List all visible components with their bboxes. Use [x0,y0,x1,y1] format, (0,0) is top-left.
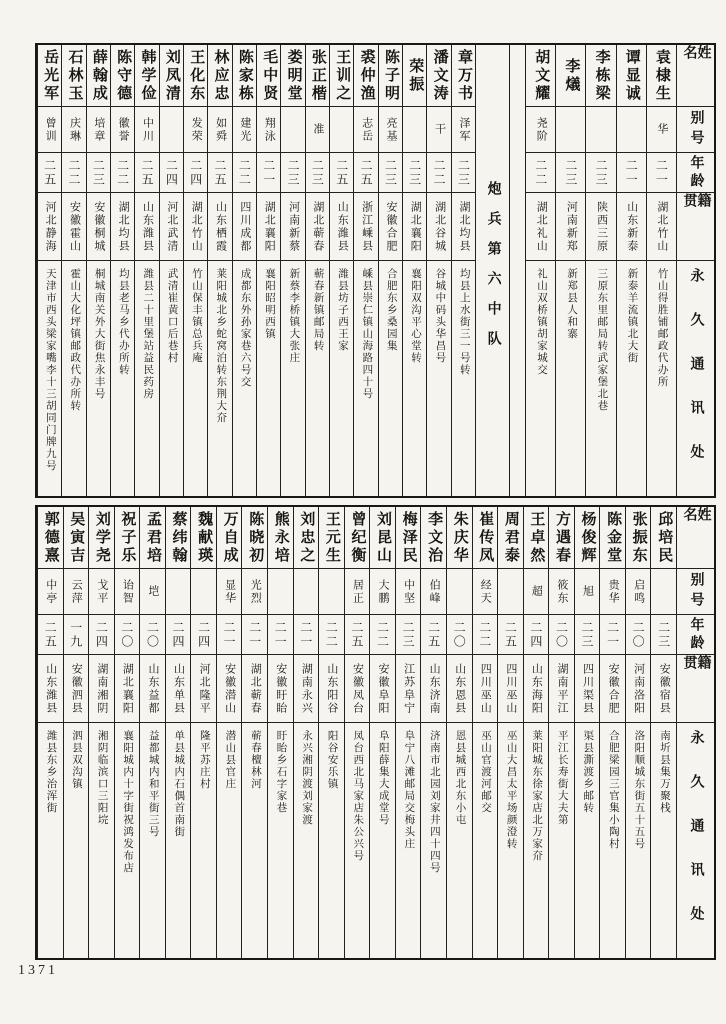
person-column [86,45,110,496]
person-column [555,45,585,496]
person-address: 竹山保丰镇总兵庵 [190,268,202,364]
person-byname: 庆琳 [68,116,81,143]
person-byname: 伯峰 [428,578,441,605]
person-address: 恩县城西北东小屯 [454,730,466,826]
person-name: 薛翰成 [90,48,107,103]
person-address: 竹山得胜铺邮政代办所 [656,268,668,388]
person-column [497,507,523,958]
person-address: 成都东外孙家巷六号交 [239,268,251,388]
person-age: 二〇 [631,620,646,649]
person-address: 渠县澌渡乡邮转 [582,730,594,814]
person-age: 二三 [456,158,471,187]
person-age: 二五 [359,158,374,187]
person-native-place: 安徽合肥 [384,200,397,253]
person-address: 合肥梁园三官集小陶村 [607,730,619,850]
person-age: 二一 [247,620,262,649]
person-name: 荣振 [407,57,424,94]
person-column [207,45,231,496]
person-native-place: 山东新泰 [625,200,638,253]
person-age: 二三 [310,158,325,187]
person-byname: 亮基 [384,116,397,143]
person-address: 霍山大化坪镇邮政代办所转 [69,268,81,412]
person-age: 二二 [115,158,130,187]
person-native-place: 湖北礼山 [535,200,548,253]
person-address: 礼山双桥镇胡家城交 [535,268,547,376]
person-column [646,45,676,496]
person-address: 襄阳城内十字街祝鸿发布店 [122,730,134,874]
person-name: 张振东 [630,510,647,565]
person-name: 谭显诚 [623,48,640,103]
person-column [280,45,304,496]
person-byname: 云萍 [70,578,83,605]
person-address: 桐城南关外大街焦永丰号 [93,268,105,400]
person-address: 新泰羊流镇北大街 [626,268,638,364]
person-address: 新郑县人和寨 [566,268,578,340]
person-byname: 显华 [223,578,236,605]
person-name: 胡文耀 [533,48,550,103]
person-byname: 经天 [479,578,492,605]
person-column [190,507,216,958]
unit-section-column [475,45,509,496]
person-age: 二三 [563,158,578,187]
person-name: 李文治 [426,510,443,565]
person-column [369,507,395,958]
person-name: 王训之 [334,48,351,103]
person-name: 刘忠之 [298,510,315,565]
person-native-place: 安徽合肥 [607,662,620,715]
person-address: 巫山官渡河邮交 [480,730,492,814]
person-column [256,45,280,496]
roster-table-top [35,43,716,498]
person-address: 天津市西头梁家嘴李十三胡同门牌九号 [44,268,56,472]
person-native-place: 湖南平江 [555,662,568,715]
person-address: 襄阳昭明西镇 [263,268,275,340]
person-age: 二〇 [119,620,134,649]
person-address: 莱阳城东徐家店北万家夼 [531,730,543,862]
person-name: 邱培民 [656,510,673,565]
person-age: 二一 [222,620,237,649]
person-age: 二〇 [554,620,569,649]
person-name: 林应忠 [212,48,229,103]
person-byname: 超 [530,585,543,598]
person-byname: 泽军 [457,116,470,143]
spacer-column [509,45,525,496]
person-age: 二五 [334,158,349,187]
column-header-age: 年龄 [688,616,704,653]
person-age: 二三 [91,158,106,187]
person-column [114,507,140,958]
unit-section-label: 炮兵第六中队 [485,180,501,361]
person-byname: 建光 [238,116,251,143]
person-address: 均县老马乡代办所转 [117,268,129,376]
person-column [63,507,89,958]
person-native-place: 湖北均县 [457,200,470,253]
person-age: 二五 [42,158,57,187]
person-address: 嵊县崇仁镇山海路四十号 [361,268,373,400]
person-age: 二四 [196,620,211,649]
person-age: 二三 [383,158,398,187]
person-byname: 大鹏 [377,578,390,605]
person-native-place: 湖北竹山 [655,200,668,253]
person-native-place: 湖北襄阳 [263,200,276,253]
person-address: 阳谷安乐镇 [326,730,338,790]
person-native-place: 山东单县 [172,662,185,715]
person-age: 二一 [605,620,620,649]
person-name: 祝子乐 [119,510,136,565]
person-name: 刘学尧 [93,510,110,565]
person-native-place: 湖南湘阴 [95,662,108,715]
person-name: 曾纪衡 [349,510,366,565]
person-native-place: 陕西三原 [595,200,608,253]
person-address: 襄阳双沟平心堂转 [410,268,422,364]
person-name: 孟君培 [144,510,161,565]
person-name: 周君泰 [502,510,519,565]
person-native-place: 湖南永兴 [300,662,313,715]
column-header-name: 姓名 [681,45,711,77]
person-native-place: 安徽盱眙 [274,662,287,715]
person-native-place: 山东潍县 [336,200,349,253]
person-native-place: 山东潍县 [141,200,154,253]
person-byname: 翔泳 [263,116,276,143]
column-header-byname: 别号 [688,571,704,612]
person-native-place: 江苏阜宁 [402,662,415,715]
person-age: 二二 [66,158,81,187]
person-column [616,45,646,496]
person-address: 单县城内石偶首南街 [173,730,185,838]
person-native-place: 河南新蔡 [287,200,300,253]
person-age: 二二 [432,158,447,187]
person-column [395,507,421,958]
person-byname: 贵华 [607,578,620,605]
person-native-place: 湖北襄阳 [409,200,422,253]
person-native-place: 湖北均县 [117,200,130,253]
person-column [446,507,472,958]
person-address: 蕲春檀林河 [249,730,261,790]
person-address: 潍县二十里堡站益民药房 [142,268,154,400]
person-native-place: 安徽潜山 [223,662,236,715]
person-address: 新蔡李桥镇大张庄 [288,268,300,364]
column-header-native-place: 籍贯 [681,193,711,227]
person-column [293,507,319,958]
person-name: 杨俊辉 [579,510,596,565]
person-age: 二一 [298,620,313,649]
person-byname: 徽誉 [117,116,130,143]
person-age: 二〇 [452,620,467,649]
table-header-column [676,45,714,496]
person-column [378,45,402,496]
person-address: 平江长寿街大夫第 [556,730,568,826]
person-address: 盱眙乡石字家巷 [275,730,287,814]
person-address: 泗县双沟镇 [71,730,83,790]
person-byname: 曾训 [44,116,57,143]
person-age: 二二 [324,620,339,649]
person-column [402,45,426,496]
person-age: 二五 [426,620,441,649]
person-column [110,45,134,496]
person-address: 南圻县集万聚栈 [658,730,670,814]
person-name: 刘凤清 [163,48,180,103]
person-age: 一九 [68,620,83,649]
person-name: 梅泽民 [400,510,417,565]
person-column [216,507,242,958]
person-column [134,45,158,496]
person-age: 二一 [261,158,276,187]
person-address: 永兴湘阴渡刘家渡 [301,730,313,826]
person-native-place: 湖北竹山 [190,200,203,253]
person-column [599,507,625,958]
person-byname: 准 [311,123,324,136]
person-native-place: 山东栖霞 [214,200,227,253]
person-address: 合肥东乡桑园集 [385,268,397,352]
column-header-address: 永久通讯处 [688,268,704,488]
person-age: 二三 [286,158,301,187]
person-column [159,45,183,496]
person-name: 陈家栋 [236,48,253,103]
person-name: 袁棣生 [653,48,670,103]
person-address: 三原东里邮局转武家堡北巷 [596,268,608,412]
person-byname: 诒智 [121,578,134,605]
person-native-place: 四川成都 [238,200,251,253]
person-native-place: 浙江嵊县 [360,200,373,253]
table-header-column [676,507,714,958]
person-name: 朱庆华 [451,510,468,565]
person-name: 李燨 [563,57,580,94]
person-column [625,507,651,958]
person-age: 二五 [503,620,518,649]
person-native-place: 安徽凤台 [351,662,364,715]
person-name: 陈子明 [382,48,399,103]
person-native-place: 湖北蕲春 [249,662,262,715]
person-address: 巫山大昌太平场颜澄转 [505,730,517,850]
person-byname: 培章 [92,116,105,143]
person-age: 二三 [594,158,609,187]
person-age: 二〇 [145,620,160,649]
person-address: 隆平苏庄村 [198,730,210,790]
person-name: 石林玉 [66,48,83,103]
person-column [574,507,600,958]
person-age: 二四 [528,620,543,649]
person-address: 阜阳薛集大成堂号 [377,730,389,826]
person-byname: 华 [655,123,668,136]
person-native-place: 河南洛阳 [632,662,645,715]
person-name: 崔传凤 [477,510,494,565]
person-age: 二五 [349,620,364,649]
person-column [585,45,615,496]
person-byname: 如舜 [214,116,227,143]
person-byname: 居正 [351,578,364,605]
person-native-place: 安徽宿县 [658,662,671,715]
person-name: 刘昆山 [375,510,392,565]
person-address: 潜山县官庄 [224,730,236,790]
page-number: 1371 [18,963,58,978]
person-age: 二四 [171,620,186,649]
person-byname: 筱东 [555,578,568,605]
person-name: 章万书 [455,48,472,103]
person-age: 二四 [188,158,203,187]
person-native-place: 山东潍县 [44,662,57,715]
person-byname: 中坚 [402,578,415,605]
column-header-address: 永久通讯处 [688,730,704,950]
person-address: 济南市北园刘家井四十四号 [428,730,440,874]
person-byname: 志岳 [360,116,373,143]
person-column [420,507,446,958]
person-name: 陈金堂 [605,510,622,565]
person-column [451,45,475,496]
person-native-place: 山东益都 [146,662,159,715]
person-age: 二三 [580,620,595,649]
person-native-place: 四川巫山 [504,662,517,715]
person-age: 二五 [140,158,154,187]
person-column [353,45,377,496]
person-native-place: 山东阳谷 [325,662,338,715]
person-name: 王卓然 [528,510,545,565]
column-header-byname: 别号 [688,109,704,150]
person-column [139,507,165,958]
person-column [241,507,267,958]
person-column [548,507,574,958]
person-name: 陈晓初 [247,510,264,565]
person-byname: 尧阶 [535,116,548,143]
person-column [525,45,555,496]
person-native-place: 安徽霍山 [68,200,81,253]
person-age: 二四 [164,158,179,187]
person-address: 益都城内和平街三号 [147,730,159,838]
person-address: 谷城中码头华昌号 [434,268,446,364]
column-header-age: 年龄 [688,154,704,191]
person-address: 潍县东乡治浑街 [45,730,57,814]
person-name: 李栋梁 [593,48,610,103]
column-header-native-place: 籍贯 [681,655,711,689]
person-column [650,507,676,958]
person-age: 二二 [477,620,492,649]
person-column [344,507,370,958]
person-native-place: 河北静海 [44,200,57,253]
roster-table-bottom [35,505,716,960]
person-address: 凤台西北马家店朱公兴号 [352,730,364,862]
person-native-place: 山东恩县 [453,662,466,715]
person-name: 张正楷 [309,48,326,103]
person-column [318,507,344,958]
person-age: 二一 [273,620,288,649]
person-native-place: 安徽泗县 [70,662,83,715]
person-age: 二三 [401,620,416,649]
person-column [426,45,450,496]
person-age: 二一 [624,158,639,187]
person-column [329,45,353,496]
person-address: 阜宁八滩邮局交梅头庄 [403,730,415,850]
person-column [472,507,498,958]
person-native-place: 安徽阜阳 [377,662,390,715]
person-column [61,45,85,496]
person-address: 湘阴临滨口三阳垸 [96,730,108,826]
person-name: 岳光军 [42,48,59,103]
person-byname: 垲 [146,585,159,598]
column-header-name: 姓名 [681,507,711,539]
person-name: 娄明堂 [285,48,302,103]
person-native-place: 四川渠县 [581,662,594,715]
person-native-place: 河北隆平 [198,662,211,715]
person-column [305,45,329,496]
person-age: 二五 [213,158,228,187]
person-name: 毛中贤 [261,48,278,103]
person-address: 均县上水街三一号转 [458,268,470,376]
person-column [37,45,61,496]
person-byname: 发荣 [190,116,203,143]
person-age: 二二 [375,620,390,649]
person-address: 武清崔黄口后巷村 [166,268,178,364]
person-age: 二二 [533,158,548,187]
person-address: 蕲春新镇邮局转 [312,268,324,352]
person-age: 二三 [656,620,671,649]
person-native-place: 湖北谷城 [433,200,446,253]
person-byname: 中亭 [44,578,57,605]
person-name: 王化东 [188,48,205,103]
person-column [523,507,549,958]
person-name: 熊永培 [272,510,289,565]
person-native-place: 安徽桐城 [92,200,105,253]
person-column [37,507,63,958]
person-name: 郭德熹 [42,510,59,565]
person-name: 方遇春 [553,510,570,565]
person-age: 二四 [94,620,109,649]
person-address: 莱阳城北乡蛇窝泊转东荆大夼 [215,268,227,424]
person-name: 魏献瑛 [196,510,213,565]
person-column [183,45,207,496]
person-byname: 中川 [141,116,154,143]
person-column [88,507,114,958]
person-byname: 旭 [581,585,594,598]
person-native-place: 山东海阳 [530,662,543,715]
person-address: 潍县坊子西王家 [337,268,348,352]
person-byname: 启鸣 [632,578,645,605]
person-column [165,507,191,958]
person-native-place: 河北武清 [165,200,178,253]
person-native-place: 河南新郑 [565,200,578,253]
person-native-place: 四川巫山 [479,662,492,715]
person-name: 吴寅吉 [68,510,85,565]
person-column [232,45,256,496]
person-name: 蔡纬翰 [170,510,187,565]
person-age: 二五 [43,620,58,649]
person-native-place: 山东济南 [428,662,441,715]
person-name: 王元生 [323,510,340,565]
person-age: 二二 [237,158,252,187]
person-age: 二三 [407,158,422,187]
person-name: 潘文涛 [431,48,448,103]
person-age: 二一 [654,158,669,187]
person-name: 裘仲渔 [358,48,375,103]
person-name: 万自成 [221,510,238,565]
person-column [267,507,293,958]
person-address: 洛阳顺城东街五十五号 [633,730,645,850]
person-native-place: 湖北襄阳 [121,662,134,715]
person-name: 韩学俭 [139,48,156,103]
person-byname: 戈平 [95,578,108,605]
person-byname: 干 [433,123,446,136]
person-name: 陈守德 [115,48,132,103]
person-native-place: 湖北蕲春 [311,200,324,253]
person-byname: 光烈 [249,578,262,605]
